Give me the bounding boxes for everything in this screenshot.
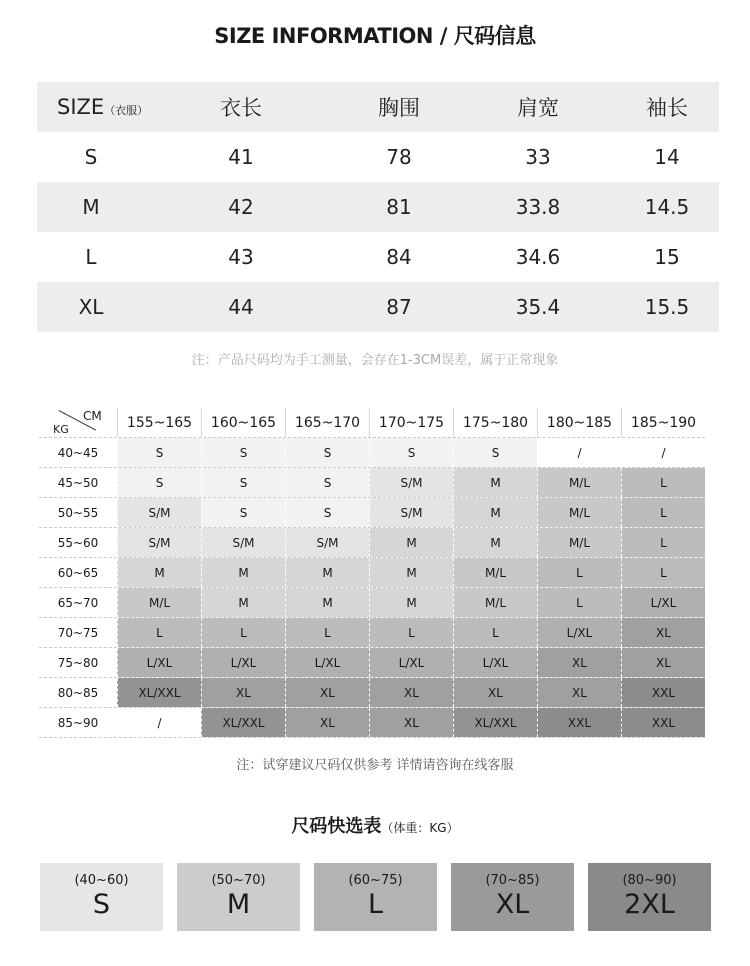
value-cell: 87 [386,295,412,319]
size-box-range: (40~60) [74,873,129,888]
size-measurement-table [37,82,719,332]
grid-cell: S [285,498,369,527]
weight-label: 60~65 [57,565,99,580]
size-box-m [177,863,300,931]
grid-cell: M/L [117,588,201,617]
height-header: 180~185 [537,408,621,437]
grid-cell: XL [621,618,705,647]
grid-cell: M [201,588,285,617]
size-box-range: (50~70) [211,873,266,888]
size-box-s [40,863,163,931]
size-column-header [37,95,149,119]
height-header: 175~180 [453,408,537,437]
size-box-l [314,863,437,931]
value-cell: 81 [386,195,412,219]
size-cell: M [82,195,100,219]
grid-cell: M [453,468,537,497]
grid-row [39,438,705,468]
weight-label: 40~45 [57,445,99,460]
weight-label: 55~60 [57,535,99,550]
value-cell: 44 [228,295,254,319]
grid-row [39,708,705,738]
grid-cell: L/XL [537,618,621,647]
value-cell: 41 [228,145,254,169]
grid-cell: S [285,438,369,467]
value-cell: 78 [386,145,412,169]
grid-cell: L/XL [621,588,705,617]
grid-cell: S/M [117,498,201,527]
grid-cell: XL/XXL [453,708,537,737]
value-cell: 34.6 [515,245,561,269]
value-cell: 43 [228,245,254,269]
grid-cell: L [621,498,705,527]
grid-cell: L [621,468,705,497]
quick-select-title-text: 尺码快选表 [291,816,382,837]
grid-cell: M/L [537,498,621,527]
corner-kg-label: KG [53,423,69,436]
grid-cell: L/XL [369,648,453,677]
grid-cell: L [369,618,453,647]
grid-cell: / [117,708,201,737]
size-cell: L [85,245,97,269]
grid-cell: L [621,528,705,557]
grid-cell: XL [537,678,621,707]
grid-cell: XL [201,678,285,707]
weight-label: 85~90 [57,715,99,730]
value-cell: 84 [386,245,412,269]
grid-cell: S [285,468,369,497]
value-cell: 15.5 [644,295,690,319]
table-row [37,282,719,332]
size-box-label: 2XL [624,889,675,920]
grid-cell: S/M [285,528,369,557]
page-title: SIZE INFORMATION / 尺码信息 [214,24,536,48]
size-recommendation-grid [39,408,705,738]
grid-cell: S/M [201,528,285,557]
height-header: 160~165 [201,408,285,437]
grid-cell: L [453,618,537,647]
grid-cell: / [537,438,621,467]
grid-cell: XXL [537,708,621,737]
grid-cell: XXL [621,678,705,707]
grid-cell: S [201,498,285,527]
column-header-sleeve: 袖长 [646,96,688,120]
height-header: 170~175 [369,408,453,437]
weight-label: 80~85 [57,685,99,700]
size-box-label: M [226,889,251,920]
grid-cell: XL/XXL [201,708,285,737]
grid-cell: M/L [453,588,537,617]
size-box-label: XL [495,889,530,920]
table-header-row [37,82,719,132]
weight-label: 50~55 [57,505,99,520]
grid-cell: XL [621,648,705,677]
grid-cell: M [369,588,453,617]
grid-cell: L [537,558,621,587]
grid-cell: S [117,468,201,497]
column-header-length: 衣长 [220,96,262,120]
value-cell: 14.5 [644,195,690,219]
size-cell: S [84,145,98,169]
grid-cell: S [453,438,537,467]
grid-row [39,498,705,528]
grid-cell: M/L [537,468,621,497]
weight-label: 45~50 [57,475,99,490]
grid-cell: S/M [369,468,453,497]
grid-cell: XL [369,708,453,737]
grid-row [39,558,705,588]
size-box-range: (80~90) [622,873,677,888]
grid-cell: S/M [369,498,453,527]
grid-cell: S [201,468,285,497]
corner-cm-label: CM [83,409,102,423]
grid-cell: M/L [537,528,621,557]
value-cell: 35.4 [515,295,561,319]
grid-corner [39,408,117,437]
grid-cell: L/XL [453,648,537,677]
grid-cell: XL/XXL [117,678,201,707]
value-cell: 33.8 [515,195,561,219]
value-cell: 14 [654,145,680,169]
grid-header-row [39,408,705,438]
value-cell: 15 [654,245,680,269]
table-row [37,232,719,282]
grid-row [39,678,705,708]
grid-cell: M [453,528,537,557]
grid-cell: M [117,558,201,587]
grid-row [39,588,705,618]
quick-select-boxes [40,863,711,931]
size-box-xl [451,863,574,931]
grid-row [39,528,705,558]
grid-cell: L/XL [201,648,285,677]
grid-cell: M [201,558,285,587]
fit-note: 注：试穿建议尺码仅供参考 详情请咨询在线客服 [236,758,514,773]
column-header-chest: 胸围 [378,96,420,120]
grid-cell: / [621,438,705,467]
grid-row [39,468,705,498]
size-box-2xl [588,863,711,931]
weight-label: 75~80 [57,655,99,670]
grid-cell: M/L [453,558,537,587]
grid-cell: S/M [117,528,201,557]
measurement-note: 注：产品尺码均为手工测量，会存在1-3CM误差，属于正常现象 [191,353,559,368]
grid-cell: S [201,438,285,467]
size-box-label: S [92,889,111,920]
grid-cell: L [621,558,705,587]
weight-label: 70~75 [57,625,99,640]
grid-cell: M [369,528,453,557]
grid-cell: L [285,618,369,647]
grid-cell: M [285,558,369,587]
grid-cell: XL [285,708,369,737]
table-row [37,132,719,182]
height-header: 185~190 [621,408,705,437]
size-cell: XL [78,295,104,319]
grid-cell: L [117,618,201,647]
size-box-label: L [367,889,384,920]
grid-cell: XL [369,678,453,707]
grid-cell: XL [453,678,537,707]
grid-cell: S [117,438,201,467]
grid-cell: M [369,558,453,587]
grid-cell: L [201,618,285,647]
value-cell: 33 [525,145,551,169]
column-header-shoulder: 肩宽 [517,96,559,120]
grid-cell: M [285,588,369,617]
grid-row [39,618,705,648]
grid-body [39,438,705,738]
grid-cell: L [537,588,621,617]
size-header-sub: （衣服） [104,104,149,117]
grid-cell: S [369,438,453,467]
size-box-range: (60~75) [348,873,403,888]
size-box-range: (70~85) [485,873,540,888]
grid-cell: M [453,498,537,527]
height-header: 165~170 [285,408,369,437]
quick-select-title [0,812,750,838]
grid-cell: L/XL [285,648,369,677]
size-header-label: SIZE [57,95,105,119]
weight-label: 65~70 [57,595,99,610]
grid-cell: XL [285,678,369,707]
quick-select-subtitle: （体重：KG） [381,821,459,835]
grid-cell: L/XL [117,648,201,677]
table-row [37,182,719,232]
grid-cell: XL [537,648,621,677]
height-header: 155~165 [117,408,201,437]
value-cell: 42 [228,195,254,219]
grid-cell: XXL [621,708,705,737]
grid-row [39,648,705,678]
